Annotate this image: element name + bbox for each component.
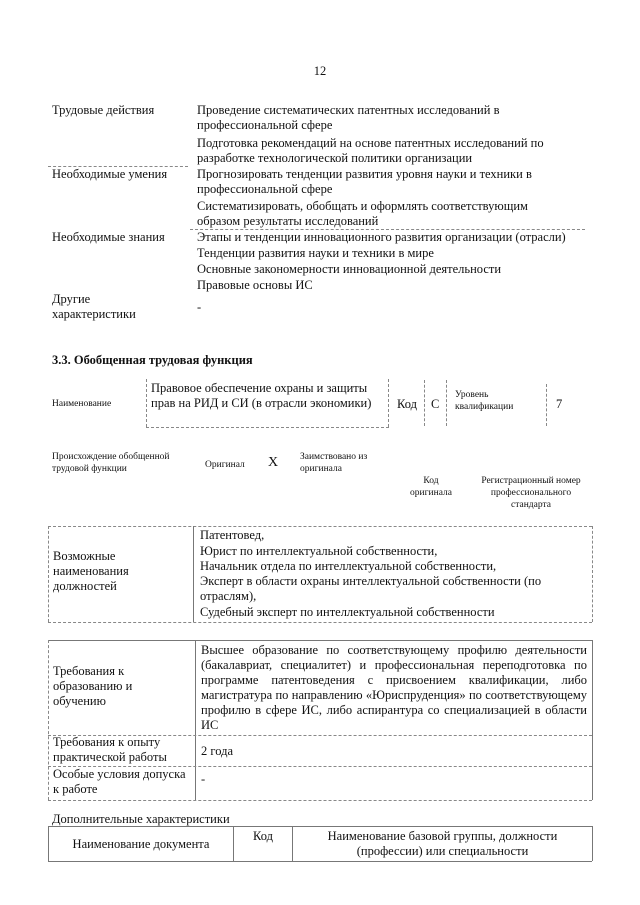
section-heading: 3.3. Обобщенная трудовая функция (52, 353, 253, 367)
table-border (233, 826, 234, 861)
qualification-level-label: Уровень квалификации (455, 390, 514, 412)
original-code-label: Код оригинала (410, 476, 452, 498)
cell-border (388, 379, 389, 427)
cell-border (446, 380, 447, 426)
other-characteristics-label: Другие характеристики (52, 292, 136, 321)
required-skills-label: Необходимые умения (52, 167, 168, 181)
borrowed-label: Заимствовано из оригинала (300, 452, 368, 474)
required-skills-line: Прогнозировать тенденции развития уровня науки и техники в профессиональной сфере (197, 167, 532, 196)
admission-conditions-label: Особые условия допуска к работе (53, 767, 186, 796)
table-border (592, 640, 593, 800)
experience-requirements-label: Требования к опыту практической работы (53, 735, 167, 764)
additional-title: Дополнительные характеристики (52, 812, 230, 826)
cell-border (146, 379, 147, 427)
table-border (592, 526, 593, 622)
cell-border (546, 384, 547, 426)
original-mark: X (268, 455, 279, 470)
table-border (193, 526, 194, 622)
origin-label: Происхождение обобщенной трудовой функции (52, 452, 170, 474)
table-border (592, 826, 593, 861)
col-document-name: Наименование документа (72, 837, 210, 851)
table-border (48, 826, 592, 827)
table-border (48, 826, 49, 861)
name-label: Наименование (52, 399, 112, 409)
position-line: Патентовед, (200, 528, 265, 542)
code-label: Код (397, 397, 417, 411)
table-border (48, 622, 592, 623)
other-characteristics-value: - (197, 300, 202, 314)
col-base-group: Наименование базовой группы, должности (профессии) или специальности (327, 829, 558, 858)
required-knowledge-line: Правовые основы ИС (197, 278, 313, 292)
labor-actions-label: Трудовые действия (52, 103, 155, 117)
table-border (48, 526, 49, 622)
required-knowledge-label: Необходимые знания (52, 230, 165, 244)
required-knowledge-line: Основные закономерности инновационной деятельности (197, 262, 502, 276)
labor-actions-line: Подготовка рекомендаций на основе патентных исследований по разработке технологической политики организации (197, 136, 544, 165)
experience-requirements-value: 2 года (201, 744, 233, 758)
table-border (48, 526, 592, 527)
col-code: Код (253, 829, 273, 843)
table-border (48, 640, 49, 800)
required-skills-line: Систематизировать, обобщать и оформлять соответствующим образом результаты исследований (197, 199, 528, 228)
position-line: Начальник отдела по интеллектуальной собственности, (200, 559, 497, 573)
positions-label: Возможные наименования должностей (53, 549, 129, 593)
education-requirements-value: Высшее образование по соответствующему профилю деятельности (бакалавриат, специалитет) и профессиональная переподготовка по программе патентоведения с присвоением квалификации, либо магистратура по направлению «Юриспруденция» по соответствующему профилю в сфере ИС, либо аспирантура со специализацией в области ИС (201, 643, 587, 732)
cell-border (424, 380, 425, 426)
name-value: Правовое обеспечение охраны и защиты прав на РИД и СИ (в отрасли экономики) (151, 381, 372, 410)
labor-actions-line: Проведение систематических патентных исследований в профессиональной сфере (197, 103, 500, 132)
cell-border (146, 427, 389, 428)
position-line: Эксперт в области охраны интеллектуальной собственности (по отраслям), (200, 574, 542, 603)
code-value: С (431, 397, 440, 411)
registration-number-label: Регистрационный номер профессионального стандарта (481, 476, 581, 510)
position-line: Судебный эксперт по интеллектуальной собственности (200, 605, 495, 619)
required-knowledge-line: Этапы и тенденции инновационного развития организации (отрасли) (197, 230, 566, 244)
admission-conditions-value: - (201, 772, 206, 786)
education-requirements-label: Требования к образованию и обучению (53, 664, 133, 708)
required-knowledge-line: Тенденции развития науки и техники в мире (197, 246, 434, 260)
table-border (195, 640, 196, 800)
position-line: Юрист по интеллектуальной собственности, (200, 544, 438, 558)
table-border (48, 861, 592, 862)
table-border (48, 800, 592, 801)
table-border (48, 640, 592, 641)
table-border (292, 826, 293, 861)
original-label: Оригинал (205, 460, 245, 470)
page-number: 12 (313, 64, 327, 78)
qualification-level-value: 7 (556, 397, 563, 411)
